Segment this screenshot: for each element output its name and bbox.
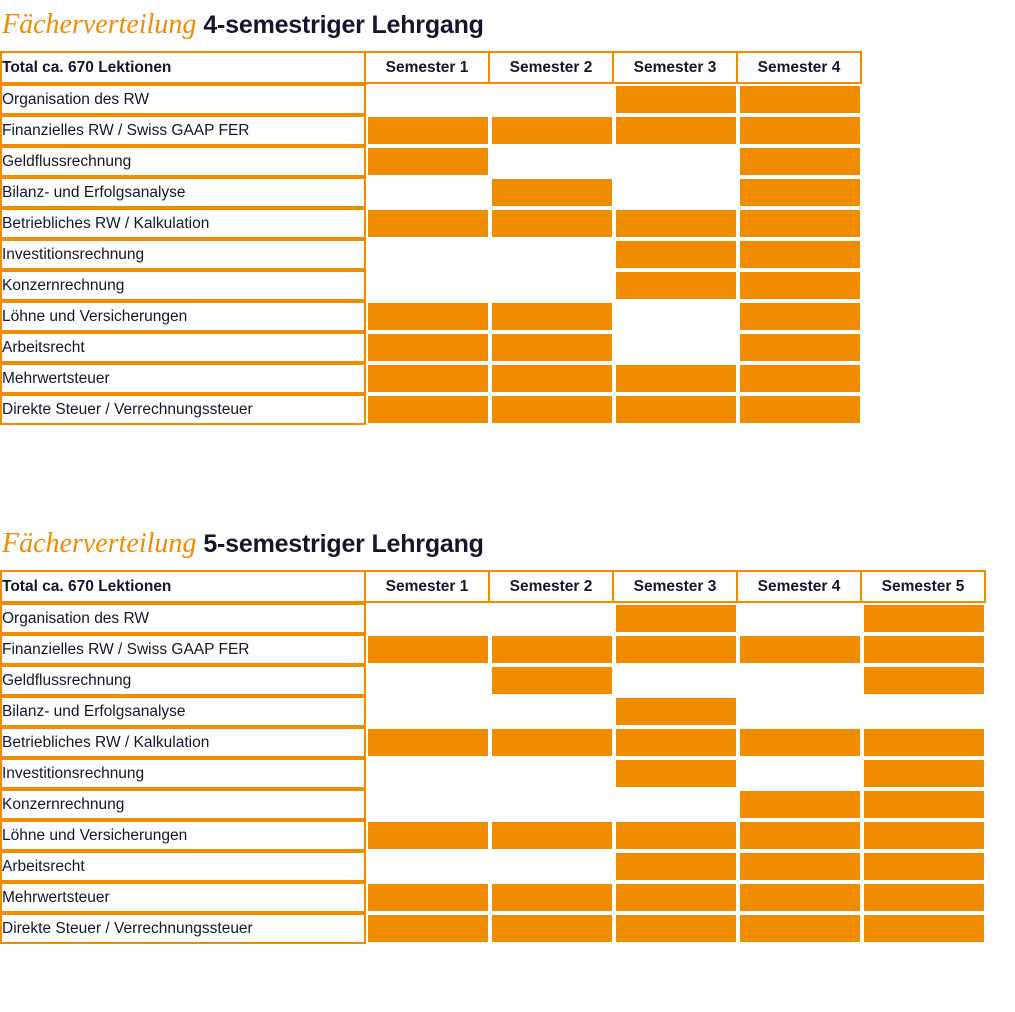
subject-label: Organisation des RW [0,84,366,115]
subject-label: Geldflussrechnung [0,146,366,177]
semester-cell-filled [366,727,490,758]
semester-cell-filled [366,820,490,851]
semester-cell-filled [738,851,862,882]
semester-cell-filled [614,882,738,913]
semester-cell-filled [490,208,614,239]
semester-cell-filled [862,882,986,913]
semester-cell-empty [614,789,738,820]
title-bold-part: 4-semestriger Lehrgang [203,11,484,39]
subject-label: Arbeitsrecht [0,332,366,363]
semester-cell-filled [366,332,490,363]
semester-cell-empty [366,665,490,696]
semester-cell-filled [614,913,738,944]
semester-cell-filled [490,115,614,146]
semester-cell-filled [738,239,862,270]
semester-cell-filled [614,394,738,425]
subject-label: Löhne und Versicherungen [0,301,366,332]
semester-cell-filled [614,727,738,758]
semester-cell-empty [366,84,490,115]
table-row [0,270,862,301]
table-row [0,851,986,882]
table-row [0,882,986,913]
semester-cell-filled [490,820,614,851]
semester-cell-empty [614,301,738,332]
table-row [0,301,862,332]
subject-label: Investitionsrechnung [0,758,366,789]
semester-cell-filled [862,789,986,820]
column-header-semester-4: Semester 4 [738,570,862,603]
semester-cell-filled [738,270,862,301]
subject-label: Arbeitsrecht [0,851,366,882]
subject-label: Bilanz- und Erfolgsanalyse [0,696,366,727]
semester-cell-empty [366,603,490,634]
semester-cell-filled [738,363,862,394]
semester-cell-filled [490,727,614,758]
table-header-row [0,570,986,603]
subject-label: Investitionsrechnung [0,239,366,270]
column-header-semester-5: Semester 5 [862,570,986,603]
table-block-5-semester [0,527,986,944]
semester-cell-filled [490,882,614,913]
semester-cell-filled [490,394,614,425]
semester-cell-filled [862,727,986,758]
table-row [0,913,986,944]
semester-cell-filled [862,820,986,851]
table-row [0,146,862,177]
semester-cell-empty [614,146,738,177]
semester-cell-filled [614,696,738,727]
semester-cell-filled [614,270,738,301]
semester-cell-filled [738,634,862,665]
semester-cell-filled [614,820,738,851]
semester-cell-filled [738,727,862,758]
semester-cell-empty [366,177,490,208]
subject-label: Organisation des RW [0,603,366,634]
subject-label: Geldflussrechnung [0,665,366,696]
semester-cell-filled [862,851,986,882]
semester-cell-filled [738,301,862,332]
table-row [0,239,862,270]
table-row [0,208,862,239]
semester-cell-filled [738,789,862,820]
semester-cell-filled [366,634,490,665]
table-row [0,332,862,363]
column-header-semester-1: Semester 1 [366,570,490,603]
semester-cell-filled [490,363,614,394]
subject-label: Mehrwertsteuer [0,882,366,913]
page-title-5-semester [2,527,986,561]
semester-cell-filled [738,146,862,177]
subject-matrix-5-semester [0,570,986,944]
semester-cell-empty [738,758,862,789]
title-bold-part: 5-semestriger Lehrgang [203,530,484,558]
semester-cell-filled [614,603,738,634]
semester-cell-filled [614,208,738,239]
title-italic-part: Fächerverteilung [2,528,197,559]
semester-cell-empty [614,665,738,696]
semester-cell-filled [738,332,862,363]
table-row [0,820,986,851]
corner-label: Total ca. 670 Lektionen [0,51,366,84]
subject-label: Bilanz- und Erfolgsanalyse [0,177,366,208]
table-row [0,177,862,208]
table-row [0,789,986,820]
subject-label: Betriebliches RW / Kalkulation [0,727,366,758]
semester-cell-filled [490,913,614,944]
table-row [0,696,986,727]
semester-cell-filled [366,394,490,425]
subject-label: Betriebliches RW / Kalkulation [0,208,366,239]
semester-cell-filled [366,363,490,394]
semester-cell-empty [366,270,490,301]
semester-cell-filled [490,634,614,665]
column-header-semester-4: Semester 4 [738,51,862,84]
semester-cell-empty [366,758,490,789]
semester-cell-filled [366,301,490,332]
semester-cell-filled [614,239,738,270]
semester-cell-empty [366,851,490,882]
semester-cell-empty [490,270,614,301]
semester-cell-empty [490,851,614,882]
semester-cell-filled [862,603,986,634]
column-header-semester-3: Semester 3 [614,51,738,84]
page-title-4-semester [2,8,862,42]
semester-cell-filled [862,913,986,944]
semester-cell-filled [366,115,490,146]
semester-cell-empty [366,696,490,727]
table-row [0,634,986,665]
title-italic-part: Fächerverteilung [2,9,197,40]
corner-label: Total ca. 670 Lektionen [0,570,366,603]
semester-cell-empty [614,177,738,208]
subject-label: Finanzielles RW / Swiss GAAP FER [0,634,366,665]
semester-cell-empty [490,84,614,115]
table-row [0,115,862,146]
semester-cell-empty [366,239,490,270]
semester-cell-filled [490,332,614,363]
table-row [0,84,862,115]
semester-cell-filled [366,146,490,177]
table-header-row [0,51,862,84]
semester-cell-filled [366,882,490,913]
semester-cell-empty [490,146,614,177]
subject-label: Mehrwertsteuer [0,363,366,394]
column-header-semester-2: Semester 2 [490,570,614,603]
semester-cell-empty [490,239,614,270]
semester-cell-filled [738,820,862,851]
table-row [0,394,862,425]
subject-label: Konzernrechnung [0,789,366,820]
semester-cell-empty [738,696,862,727]
semester-cell-empty [490,696,614,727]
semester-cell-empty [490,758,614,789]
semester-cell-empty [738,603,862,634]
column-header-semester-3: Semester 3 [614,570,738,603]
semester-cell-filled [862,758,986,789]
semester-cell-filled [490,177,614,208]
semester-cell-empty [614,332,738,363]
semester-cell-empty [862,696,986,727]
column-header-semester-2: Semester 2 [490,51,614,84]
semester-cell-filled [366,208,490,239]
semester-cell-filled [490,301,614,332]
semester-cell-filled [614,634,738,665]
semester-cell-empty [738,665,862,696]
semester-cell-filled [366,913,490,944]
semester-cell-empty [490,603,614,634]
semester-cell-filled [738,913,862,944]
semester-cell-filled [862,634,986,665]
table-row [0,727,986,758]
semester-cell-filled [738,882,862,913]
column-header-semester-1: Semester 1 [366,51,490,84]
semester-cell-filled [614,115,738,146]
subject-label: Konzernrechnung [0,270,366,301]
table-row [0,758,986,789]
semester-cell-filled [738,115,862,146]
semester-cell-filled [738,394,862,425]
subject-label: Finanzielles RW / Swiss GAAP FER [0,115,366,146]
semester-cell-filled [614,758,738,789]
semester-cell-filled [490,665,614,696]
semester-cell-empty [366,789,490,820]
semester-cell-filled [614,851,738,882]
table-row [0,603,986,634]
subject-matrix-4-semester [0,51,862,425]
semester-cell-filled [738,208,862,239]
subject-label: Löhne und Versicherungen [0,820,366,851]
subject-label: Direkte Steuer / Verrechnungssteuer [0,394,366,425]
semester-cell-empty [490,789,614,820]
semester-cell-filled [862,665,986,696]
table-block-4-semester [0,8,862,425]
semester-cell-filled [614,363,738,394]
semester-cell-filled [738,84,862,115]
table-row [0,363,862,394]
subject-label: Direkte Steuer / Verrechnungssteuer [0,913,366,944]
semester-cell-filled [614,84,738,115]
semester-cell-filled [738,177,862,208]
table-row [0,665,986,696]
